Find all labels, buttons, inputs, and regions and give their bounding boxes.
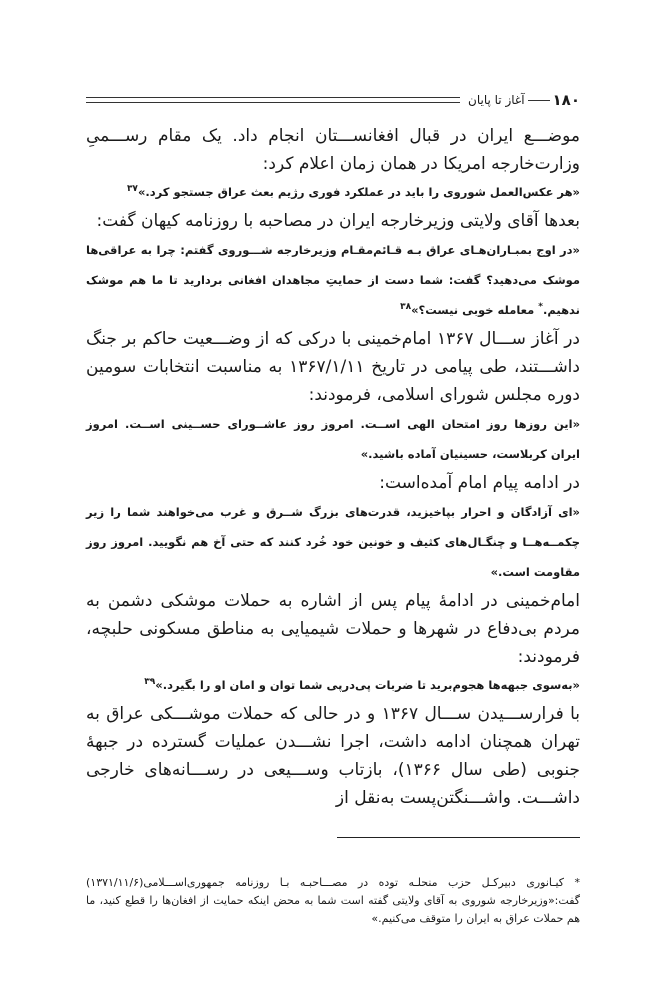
quote-1-text: «هر عکس‌العمل شوروی را باید در عملکرد فوری رژیم بعث عراق جستجو کرد.» xyxy=(137,185,580,199)
reference-38: ۳۸ xyxy=(400,302,412,313)
header-rule xyxy=(86,97,460,103)
book-title: آغاز تا پایان xyxy=(468,93,525,107)
quote-2-tail: معامله خوبی نیست؟» xyxy=(411,303,539,317)
quote-2-text: «در اوج بمبـاران‌هـای عراق بـه قـائم‌مقـام وزیرخارجه شـــوروی گفتم: چرا به عراقی‌ها موشک می‌دهید؟ گفت: شما دست از حمایتِ مجاهدان افغانی بردارید تا ما هم موشک ندهیم. xyxy=(86,243,580,317)
footnote: * کیـانوری دبیرکـل حزب منحلـه توده در مصـــاحبـه بـا روزنامه جمهوری‌اســـلامی(۱۳۷۱/۱۱/۶) گفت:«وزیرخارجه شوروی به آقای ولایتی گفته است شما به محض اینکه حمایت از افغان‌ها را قطع کنید، ما هم حملات عراق به ایران را متوقف می‌کنیم.» xyxy=(86,876,580,925)
page-number: ۱۸۰ xyxy=(552,91,580,109)
paragraph-3: در آغاز ســـال ۱۳۶۷ امام‌خمینی با درکی که از وضـــعیت حاکم بر جنگ داشـــتند، طی پیامی در تاریخ ۱۳۶۷/۱/۱۱ به مناسبت انتخابات سومین دوره مجلس شورای اسلامی، فرمودند: xyxy=(86,329,580,405)
quote-3: «این روزها روز امتحان الهی اســت. امروز روز عاشــورای حســینی اســت. امروز ایران کربلاست، حسینیان آماده باشید.» xyxy=(86,417,580,461)
page-body xyxy=(86,122,580,812)
quote-5 xyxy=(86,671,580,700)
reference-39: ۳۹ xyxy=(144,677,156,688)
footnote-star-marker: * xyxy=(538,302,543,313)
paragraph-4: در ادامه پیام امام آمده‌است: xyxy=(379,473,580,493)
page-header xyxy=(86,90,580,110)
quote-5-text: «به‌سوی جبهه‌ها هجوم‌برید تا ضربات پی‌درپی شما توان و امان او را بگیرد.» xyxy=(155,678,580,692)
paragraph-1: موضـــع ایران در قبال افغانســـتان انجام داد. یک مقام رســـمیِ وزارت‌خارجه امریکا در همان زمان اعلام کرد: xyxy=(86,126,580,174)
paragraph-5: امام‌خمینی در ادامهٔ پیام پس از اشاره به حملات موشکی دشمن به مردم بی‌دفاع در شهرها و حملات شیمیایی به مناطق مسکونی حلبچه، فرمودند: xyxy=(86,591,580,667)
reference-37: ۳۷ xyxy=(126,184,138,195)
footnote-divider xyxy=(337,837,580,838)
header-dash xyxy=(528,100,550,101)
quote-4: «ای آزادگان و احرار بپاخیزید، قدرت‌های بزرگ شــرق و غرب می‌خواهند شما را زیر چکمــه‌هــا و چنگـال‌های کثیف و خونین خود خُرد کنند که حتی آخ هم نگویید. امروز روز مقاومت است.» xyxy=(86,505,580,579)
quote-2 xyxy=(86,235,580,325)
quote-1 xyxy=(86,178,580,207)
paragraph-6: با فرارســـیدن ســـال ۱۳۶۷ و در حالی که حملات موشـــکی عراق به تهران همچنان ادامه داشت، اجرا نشـــدن عملیات گسترده در جبههٔ جنوبی (طی سال ۱۳۶۶)، بازتاب وســـیعی در رســـانه‌های خارجی داشـــت. واشـــنگتن‌پست به‌نقل از xyxy=(86,704,581,808)
paragraph-2: بعدها آقای ولایتی وزیرخارجه ایران در مصاحبه با روزنامه کیهان گفت: xyxy=(96,211,580,231)
